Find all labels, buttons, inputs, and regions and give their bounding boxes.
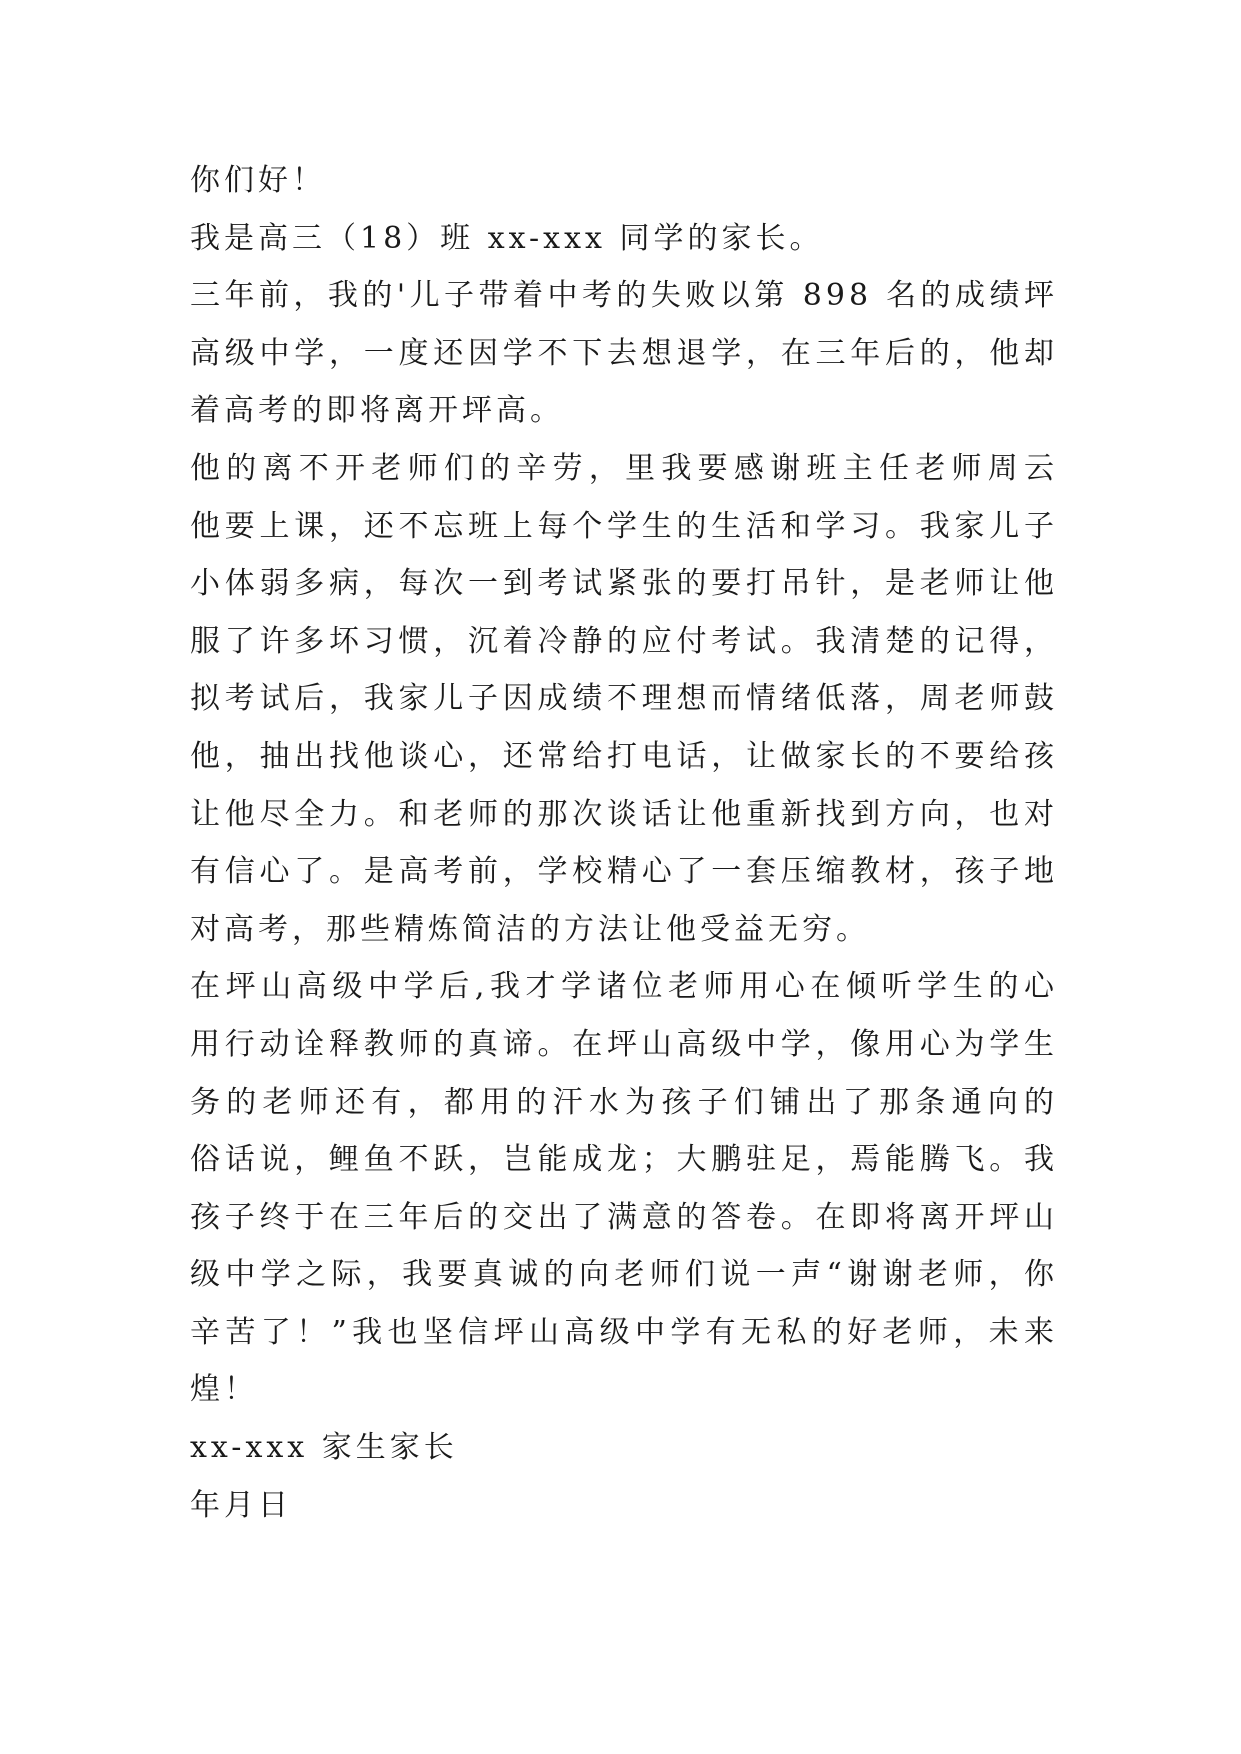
text-line-22: 煌！ [190,1372,258,1408]
text-line-14: 对高考，那些精炼简洁的方法让他受益无穷。 [190,911,870,947]
text-line-9: 服了许多坏习惯，沉着冷静的应付考试。我清楚的记得， [190,623,1058,659]
text-line-20: 级中学之际，我要真诚的向老师们说一声“谢谢老师，你 [190,1257,1058,1293]
text-line-19: 孩子终于在三年后的交出了满意的答卷。在即将离开坪山 [190,1199,1058,1235]
text-line-11: 他，抽出找他谈心，还常给打电话，让做家长的不要给孩 [190,738,1058,774]
text-line-10: 拟考试后，我家儿子因成绩不理想而情绪低落，周老师鼓 [190,681,1058,717]
intro-line: 我是高三（18）班 xx-xxx 同学的家长。 [190,220,824,256]
text-line-8: 小体弱多病，每次一到考试紧张的要打吊针，是老师让他 [190,566,1058,602]
text-line-13: 有信心了。是高考前，学校精心了一套压缩教材，孩子地 [190,854,1058,890]
text-line-4: 高级中学，一度还因学不下去想退学，在三年后的，他却 [190,335,1058,371]
text-line-15: 在坪山高级中学后,我才学诸位老师用心在倾听学生的心 [190,969,1058,1005]
text-line-6: 他的离不开老师们的辛劳，里我要感谢班主任老师周云 [190,450,1058,486]
signature-line: xx-xxx 家生家长 [190,1430,458,1466]
text-line-3: 三年前，我的'儿子带着中考的失败以第 898 名的成绩坪 [190,278,1058,314]
text-line-7: 他要上课，还不忘班上每个学生的生活和学习。我家儿子 [190,508,1058,544]
text-line-12: 让他尽全力。和老师的那次谈话让他重新找到方向，也对 [190,796,1058,832]
text-line-18: 俗话说，鲤鱼不跃，岂能成龙；大鹏驻足，焉能腾飞。我 [190,1142,1058,1178]
greeting-line: 你们好！ [190,163,326,198]
date-line: 年月日 [190,1487,292,1523]
letter-body [190,158,1058,1540]
text-line-21: 辛苦了！”我也坚信坪山高级中学有无私的好老师，未来 [190,1314,1058,1350]
text-line-5: 着高考的即将离开坪高。 [190,393,564,429]
text-line-16: 用行动诠释教师的真谛。在坪山高级中学，像用心为学生 [190,1026,1058,1062]
text-line-17: 务的老师还有，都用的汗水为孩子们铺出了那条通向的 [190,1084,1058,1120]
